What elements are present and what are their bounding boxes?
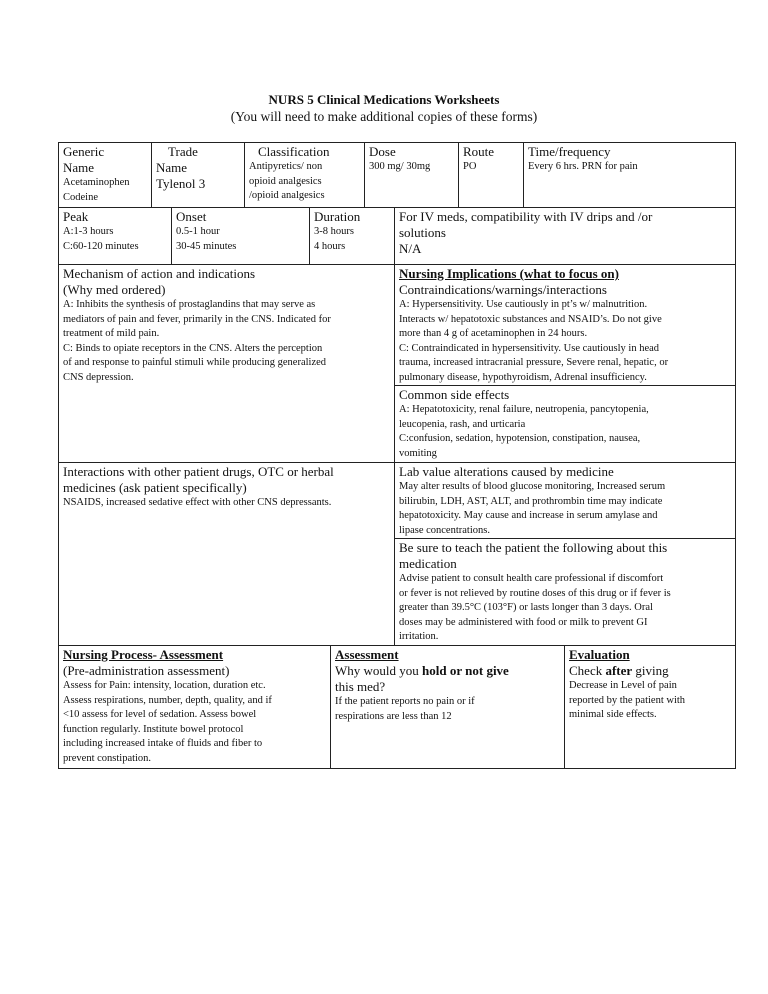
mechanism-label-1: Mechanism of action and indications [63, 266, 256, 281]
onset-value-2: 30-45 minutes [176, 240, 237, 252]
evaluation-title: Evaluation [569, 647, 630, 662]
contraindication-line: C: Contraindicated in hypersensitivity. Use cautiously in head [399, 342, 660, 354]
interactions-value: NSAIDS, increased sedative effect with other CNS depressants. [63, 497, 332, 508]
contraindications-label: Contraindications/warnings/interactions [399, 282, 607, 297]
trade-label-1: Trade [168, 144, 198, 159]
interactions-label-1: Interactions with other patient drugs, OTC or herbal [63, 464, 334, 479]
generic-value-1: Acetaminophen [63, 177, 130, 188]
duration-label: Duration [314, 209, 361, 224]
teach-line: or fever is not relieved by routine doses of this drug or if fever is [399, 587, 671, 599]
evaluation-line: reported by the patient with [569, 694, 686, 706]
nursing-process-label: (Pre-administration assessment) [63, 663, 230, 678]
lab-line: hepatotoxicity. May cause and increase in serum amylase and [399, 510, 658, 521]
classification-value-3: /opioid analgesics [249, 190, 325, 201]
route-label: Route [463, 144, 495, 159]
evaluation-prefix: Check [569, 663, 606, 678]
page-subtitle: (You will need to make additional copies of these forms) [230, 109, 538, 124]
dose-value: 300 mg/ 30mg [369, 161, 431, 172]
route-value: PO [463, 161, 477, 172]
classification-value-2: opioid analgesics [249, 175, 322, 187]
page-title: NURS 5 Clinical Medications Worksheets [268, 92, 500, 107]
mechanism-label-2: (Why med ordered) [63, 282, 166, 297]
duration-cell [309, 207, 395, 265]
process-line: Assess for Pain: intensity, location, duration etc. [63, 680, 266, 691]
teach-line: Advise patient to consult health care professional if discomfort [399, 573, 664, 584]
assessment-cell [330, 645, 565, 769]
time-frequency-label: Time/frequency [528, 144, 611, 159]
assessment-line: respirations are less than 12 [335, 710, 452, 722]
time-frequency-value: Every 6 hrs. PRN for pain [528, 161, 638, 172]
mechanism-line: of and response to painful stimuli while producing generalized [63, 357, 327, 368]
side-effect-line: C:confusion, sedation, hypotension, constipation, nausea, [399, 433, 641, 444]
assessment-question-prefix: Why would you [335, 663, 423, 678]
peak-label: Peak [63, 209, 89, 224]
iv-value: N/A [399, 241, 422, 256]
iv-label-1: For IV meds, compatibility with IV drips and /or [399, 209, 653, 224]
teach-label-1: Be sure to teach the patient the following about this [399, 540, 668, 555]
process-line: function regularly. Institute bowel protocol [63, 723, 244, 735]
generic-name-cell [58, 142, 152, 208]
side-effect-line: vomiting [399, 447, 437, 459]
lab-label: Lab value alterations caused by medicine [399, 464, 614, 479]
mechanism-line: treatment of mild pain. [63, 328, 160, 339]
side-effect-line: leucopenia, rash, and urticaria [399, 418, 526, 430]
process-line: Assess respirations, number, depth, quality, and if [63, 694, 272, 706]
dose-label: Dose [369, 144, 396, 159]
lab-line: bilirubin, LDH, AST, ALT, and prothrombin time may indicate [399, 495, 663, 507]
contraindication-line: A: Hypersensitivity. Use cautiously in pt’s w/ malnutrition. [399, 299, 648, 310]
generic-value-2: Codeine [63, 191, 98, 203]
trade-label-2: Name [156, 160, 188, 175]
duration-value-2: 4 hours [314, 240, 346, 252]
assessment-question [335, 663, 560, 679]
mechanism-line: A: Inhibits the synthesis of prostaglandins that may serve as [63, 299, 316, 310]
contraindication-line: Interacts w/ hepatotoxic substances and NSAID’s. Do not give [399, 313, 662, 325]
evaluation-check [569, 663, 731, 679]
lab-line: lipase concentrations. [399, 524, 490, 536]
side-effects-section [395, 385, 735, 461]
interactions-label-2: medicines (ask patient specifically) [63, 480, 247, 495]
route-cell [458, 142, 524, 208]
mechanism-line: C: Binds to opiate receptors in the CNS. Alters the perception [63, 342, 323, 354]
classification-cell [244, 142, 365, 208]
iv-label-2: solutions [399, 225, 446, 240]
side-effects-label: Common side effects [399, 387, 510, 402]
interactions-cell [58, 462, 395, 646]
teach-line: doses may be administered with food or milk to prevent GI [399, 616, 648, 628]
peak-value-2: C:60-120 minutes [63, 240, 139, 252]
teach-label-2: medication [399, 556, 457, 571]
time-frequency-cell [523, 142, 736, 208]
evaluation-suffix: giving [632, 663, 669, 678]
classification-label: Classification [258, 144, 330, 159]
classification-value-1: Antipyretics/ non [249, 161, 323, 172]
trade-name-cell [151, 142, 245, 208]
evaluation-line: minimal side effects. [569, 709, 657, 720]
assessment-question-bold: hold or not give [422, 663, 509, 678]
nursing-process-title: Nursing Process- Assessment [63, 647, 224, 662]
mechanism-line: mediators of pain and fever, primarily in the CNS. Indicated for [63, 313, 331, 325]
patient-teaching-cell [394, 538, 736, 646]
onset-cell [171, 207, 310, 265]
nursing-implications-title: Nursing Implications (what to focus on) [399, 266, 619, 281]
process-line: <10 assess for level of sedation. Assess bowel [63, 709, 257, 720]
lab-values-cell [394, 462, 736, 539]
peak-cell [58, 207, 172, 265]
side-effect-line: A: Hepatotoxicity, renal failure, neutropenia, pancytopenia, [399, 404, 649, 415]
nursing-process-cell [58, 645, 331, 769]
nursing-implications-cell [394, 264, 736, 463]
onset-value-1: 0.5-1 hour [176, 226, 220, 237]
generic-label-1: Generic [63, 144, 105, 159]
assessment-question-suffix: this med? [335, 679, 386, 694]
process-line: prevent constipation. [63, 752, 152, 764]
assessment-title: Assessment [335, 647, 399, 662]
process-line: including increased intake of fluids and fiber to [63, 738, 263, 749]
iv-compatibility-cell [394, 207, 736, 265]
teach-line: irritation. [399, 631, 439, 642]
onset-label: Onset [176, 209, 207, 224]
generic-label-2: Name [63, 160, 95, 175]
evaluation-line: Decrease in Level of pain [569, 680, 677, 691]
assessment-line: If the patient reports no pain or if [335, 696, 475, 707]
teach-line: greater than 39.5°C (103°F) or lasts longer than 3 days. Oral [399, 602, 653, 613]
contraindication-line: trauma, increased intracranial pressure, Severe renal, hepatic, or [399, 357, 669, 368]
contraindication-line: more than 4 g of acetaminophen in 24 hours. [399, 328, 588, 339]
dose-cell [364, 142, 459, 208]
lab-line: May alter results of blood glucose monitoring, Increased serum [399, 481, 666, 492]
mechanism-line: CNS depression. [63, 371, 134, 383]
peak-value-1: A:1-3 hours [63, 226, 114, 237]
contraindication-line: pulmonary disease, hypothyroidism, Adrenal insufficiency. [399, 371, 647, 383]
trade-value: Tylenol 3 [156, 176, 206, 191]
evaluation-cell [564, 645, 736, 769]
mechanism-cell [58, 264, 395, 463]
evaluation-bold: after [605, 663, 633, 678]
duration-value-1: 3-8 hours [314, 226, 354, 237]
